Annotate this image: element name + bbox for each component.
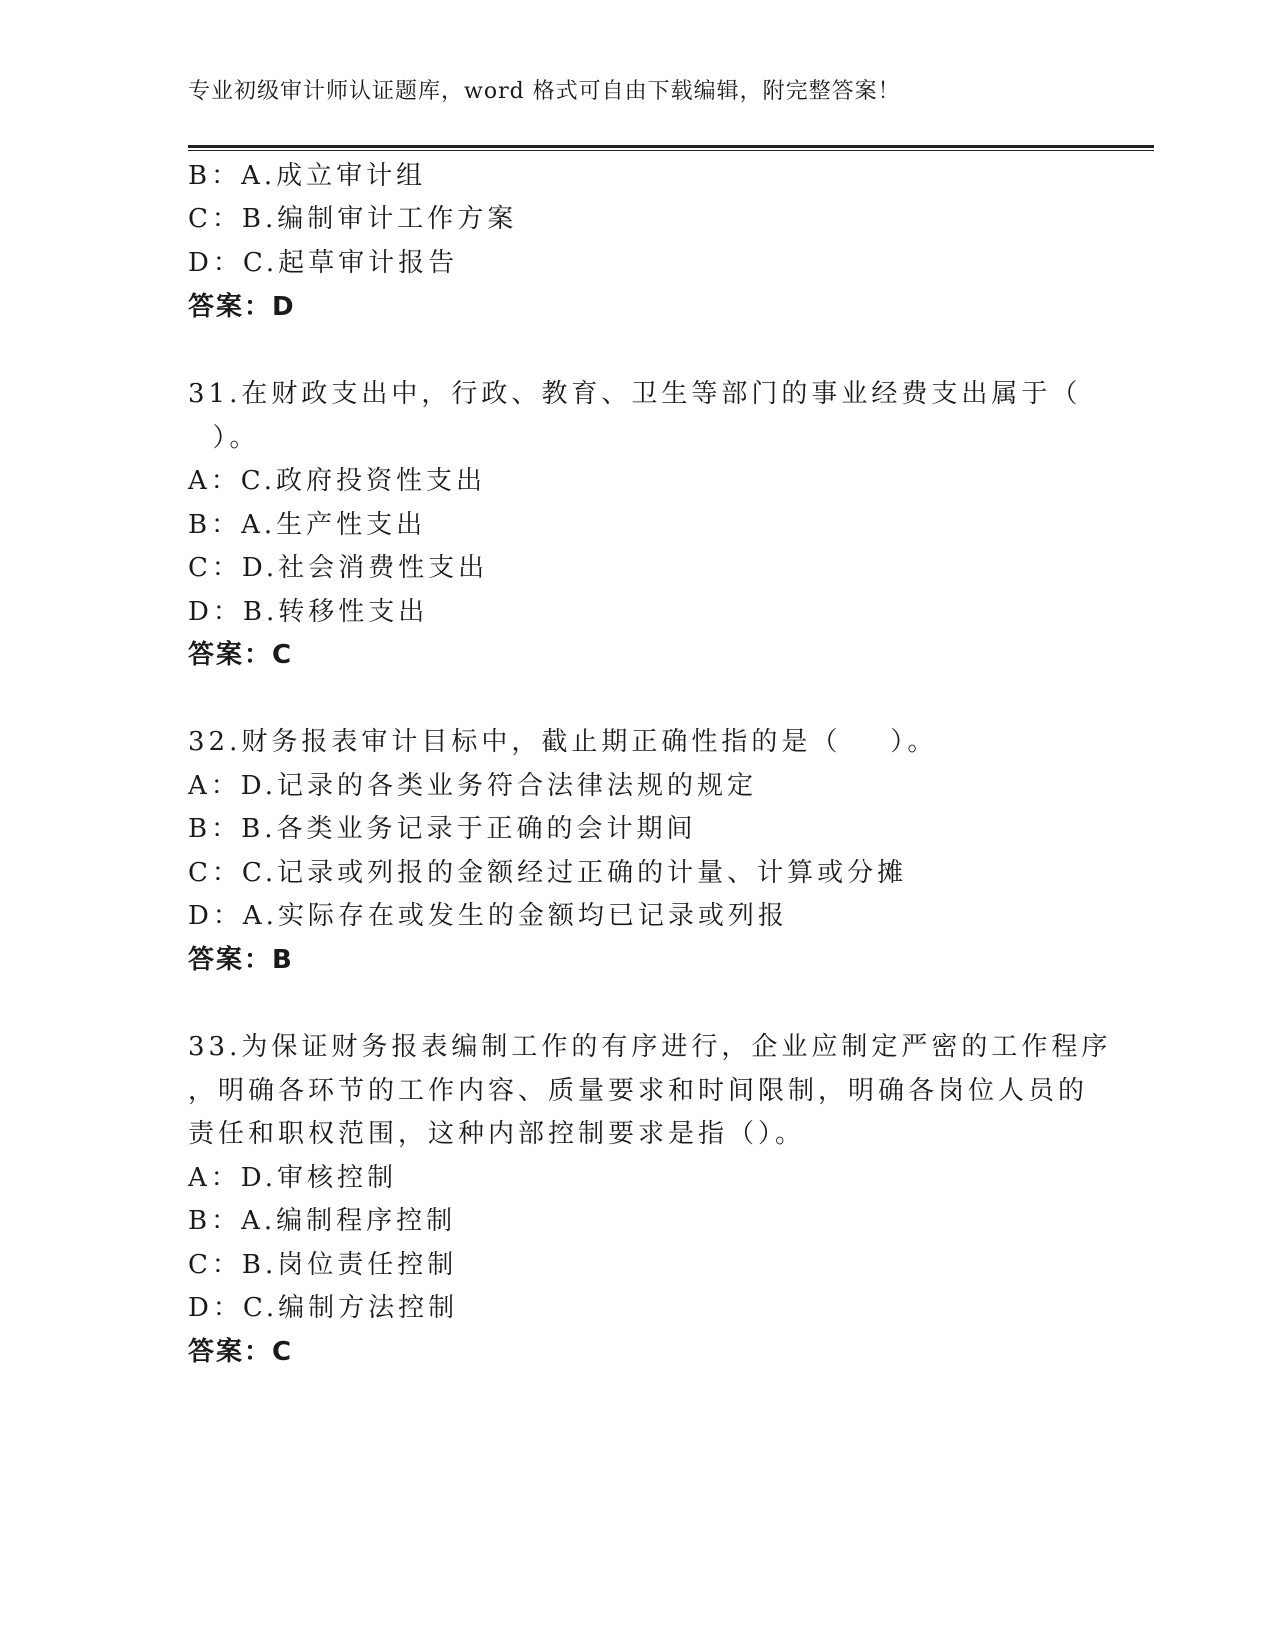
q33-stem-line-3: 责任和职权范围，这种内部控制要求是指（）。 xyxy=(188,1119,806,1149)
q32-option-c: C：C.记录或列报的金额经过正确的计量、计算或分摊 xyxy=(188,858,908,888)
q30-option-c: C：B.编制审计工作方案 xyxy=(188,204,518,234)
q31-stem-line-2: ）。 xyxy=(188,423,260,453)
q31-option-a: A：C.政府投资性支出 xyxy=(188,466,487,496)
q33-option-a: A：D.审核控制 xyxy=(188,1163,397,1193)
q33-option-c: C：B.岗位责任控制 xyxy=(188,1250,458,1280)
q31-answer: 答案：C xyxy=(188,640,294,670)
q30-answer: 答案：D xyxy=(188,292,296,322)
q33-stem-line-1: 33.为保证财务报表编制工作的有序进行，企业应制定严密的工作程序 xyxy=(188,1032,1112,1062)
q30-option-d: D：C.起草审计报告 xyxy=(188,248,459,278)
q33-stem-line-2: ，明确各环节的工作内容、质量要求和时间限制，明确各岗位人员的 xyxy=(188,1076,1089,1106)
q30-option-b: B：A.成立审计组 xyxy=(188,161,427,191)
q31-stem-line-1: 31.在财政支出中，行政、教育、卫生等部门的事业经费支出属于（ xyxy=(188,379,1082,409)
q32-option-d: D：A.实际存在或发生的金额均已记录或列报 xyxy=(188,901,788,931)
q31-option-b: B：A.生产性支出 xyxy=(188,510,427,540)
q31-option-d: D：B.转移性支出 xyxy=(188,597,429,627)
q32-stem-line-1: 32.财务报表审计目标中，截止期正确性指的是（ ）。 xyxy=(188,727,938,757)
q32-option-a: A：D.记录的各类业务符合法律法规的规定 xyxy=(188,771,757,801)
header-rule-thick xyxy=(188,145,1154,148)
q31-option-c: C：D.社会消费性支出 xyxy=(188,553,489,583)
page-header: 专业初级审计师认证题库，word 格式可自由下载编辑，附完整答案！ xyxy=(188,79,901,104)
q33-option-b: B：A.编制程序控制 xyxy=(188,1206,457,1236)
q33-option-d: D：C.编制方法控制 xyxy=(188,1293,459,1323)
q32-answer: 答案：B xyxy=(188,945,294,975)
header-rule-thin xyxy=(188,150,1154,151)
q32-option-b: B：B.各类业务记录于正确的会计期间 xyxy=(188,814,697,844)
q33-answer: 答案：C xyxy=(188,1337,294,1367)
